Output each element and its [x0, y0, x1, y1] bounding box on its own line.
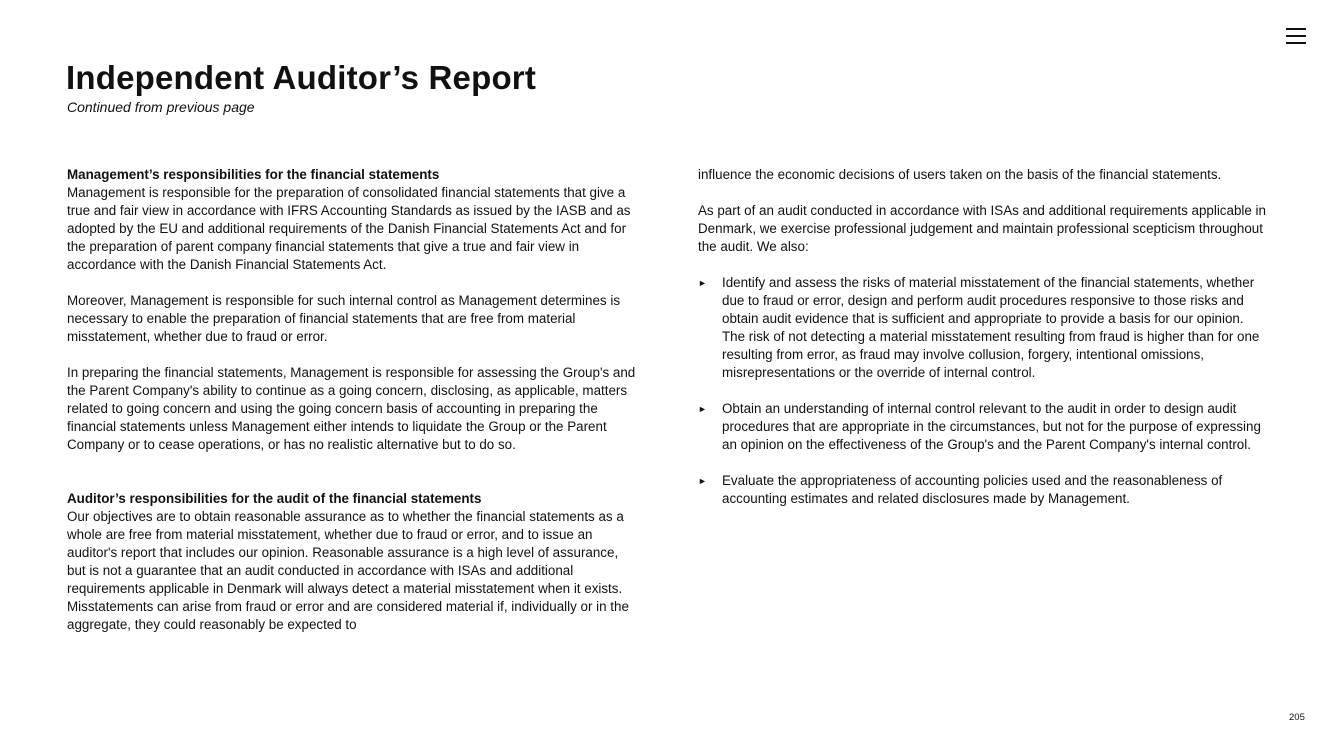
- paragraph: influence the economic decisions of users taken on the basis of the financial statements.: [698, 167, 1222, 182]
- list-item-text: Evaluate the appropriateness of accounting policies used and the reasonableness of accounting estimates and related disclosures made by Management.: [722, 473, 1223, 506]
- list-item: [698, 400, 1268, 454]
- list-item: [698, 472, 1268, 508]
- paragraph: In preparing the financial statements, Management is responsible for assessing the Group's and the Parent Company's ability to continue as a going concern, disclosing, as applicable, matters related to going concern and using the going concern basis of accounting in preparing the financial statements unless Management either intends to liquidate the Group or the Parent Company or to cease operations, or has no realistic alternative but to do so.: [67, 365, 636, 452]
- bullet-arrow-icon: ►: [698, 404, 707, 414]
- bullet-arrow-icon: ►: [698, 278, 707, 288]
- left-column: [67, 166, 639, 652]
- page-subtitle: Continued from previous page: [67, 99, 255, 115]
- list-item-text: Obtain an understanding of internal control relevant to the audit in order to design audit procedures that are appropriate in the circumstances, but not for the purpose of expressing an opinion on the effectiveness of the Group's and the Parent Company's internal control.: [722, 401, 1261, 452]
- list-item-text: Identify and assess the risks of material misstatement of the financial statements, whether due to fraud or error, design and perform audit procedures responsive to those risks and obtain audit evidence that is sufficient and appropriate to provide a basis for our opinion. The risk of not detecting a material misstatement resulting from fraud is higher than for one resulting from error, as fraud may involve collusion, forgery, intentional omissions, misrepresentations or the override of internal control.: [722, 275, 1260, 380]
- section-spacer: [67, 472, 639, 490]
- page-number: 205: [1289, 712, 1305, 723]
- bullet-arrow-icon: ►: [698, 476, 707, 486]
- bullet-list: [698, 274, 1268, 508]
- paragraph: As part of an audit conducted in accordance with ISAs and additional requirements applicable in Denmark, we exercise professional judgement and maintain professional scepticism throughout the audit. We also:: [698, 203, 1266, 254]
- right-column: [698, 166, 1268, 526]
- paragraph: Management is responsible for the preparation of consolidated financial statements that give a true and fair view in accordance with IFRS Accounting Standards as issued by the IASB and as adopted by the EU and additional requirements of the Danish Financial Statements Act and for the preparation of parent company financial statements that give a true and fair view in accordance with the Danish Financial Statements Act.: [67, 185, 631, 272]
- section-heading-auditor: Auditor’s responsibilities for the audit of the financial statements: [67, 491, 482, 506]
- page-title: Independent Auditor’s Report: [66, 59, 537, 96]
- paragraph: Our objectives are to obtain reasonable assurance as to whether the financial statements as a whole are free from material misstatement, whether due to fraud or error, and to issue an auditor's report that includes our opinion. Reasonable assurance is a high level of assurance, but is not a guarantee that an audit conducted in accordance with ISAs and additional requirements applicable in Denmark will always detect a material misstatement when it exists. Misstatements can arise from fraud or error and are considered material if, individually or in the aggregate, they could reasonably be expected to: [67, 509, 629, 632]
- hamburger-menu-icon[interactable]: [1286, 28, 1306, 44]
- list-item: [698, 274, 1268, 382]
- section-heading-management: Management’s responsibilities for the financial statements: [67, 167, 440, 182]
- paragraph: Moreover, Management is responsible for such internal control as Management determines is necessary to enable the preparation of financial statements that are free from material misstatement, whether due to fraud or error.: [67, 293, 621, 344]
